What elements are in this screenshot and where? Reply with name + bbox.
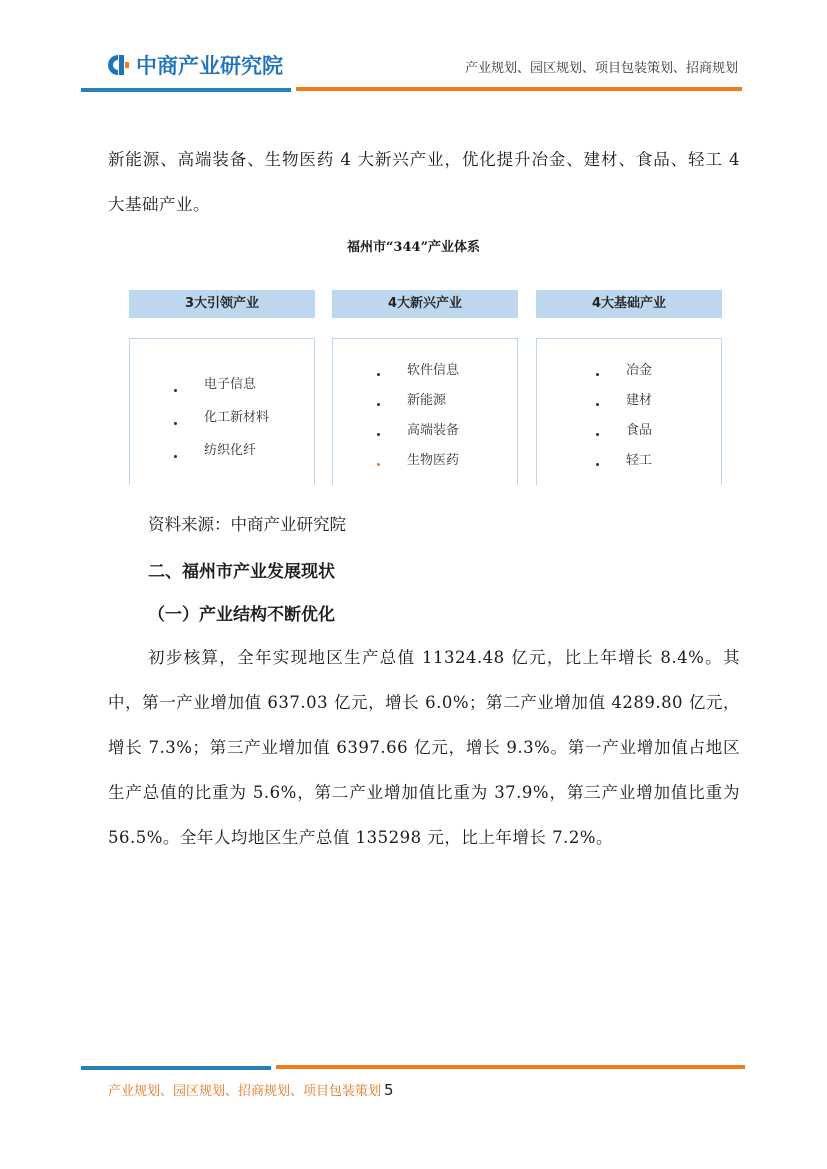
- column-box-basic: [536, 338, 722, 485]
- list-item: 建材: [596, 389, 721, 419]
- body-text: 初步核算，全年实现地区生产总值 11324.48 亿元，比上年增长 8.4%。其中，第一产业增加值 637.03 亿元，增长 6.0%；第二产业增加值 4289.80 亿元，增长 7.3%；第三产业增加值 6397.66 亿元，增长 9.3%。第一产业增加值占地区生产总值的比重为 5.6%，第二产业增加值比重为 37.9%，第三产业增加值比重为 56.5%。全年人均地区生产总值 135298 元，比上年增长 7.2%。: [108, 648, 740, 847]
- footer-divider-blue: [81, 1066, 271, 1070]
- bullet-icon: [377, 373, 380, 376]
- bullet-icon: [377, 463, 380, 466]
- header-divider-orange: [296, 87, 742, 91]
- company-logo[interactable]: [106, 50, 283, 80]
- list-item: 电子信息: [174, 373, 314, 406]
- bullet-icon: [596, 403, 599, 406]
- subsection-title: （一）产业结构不断优化: [148, 605, 335, 625]
- intro-paragraph: 新能源、高端装备、生物医药 4 大新兴产业，优化提升冶金、建材、食品、轻工 4 大基础产业。: [108, 150, 740, 214]
- column-heading-emerging: 4大新兴产业: [332, 290, 518, 318]
- column-box-emerging: [332, 338, 518, 485]
- column-box-leading: [129, 338, 315, 485]
- list-item: 冶金: [596, 359, 721, 389]
- figure-title: 福州市“344”产业体系: [346, 240, 481, 255]
- footer-divider-orange: [276, 1065, 745, 1069]
- bullet-icon: [174, 422, 177, 425]
- bullet-icon: [596, 433, 599, 436]
- bullet-icon: [174, 389, 177, 392]
- list-item: 食品: [596, 419, 721, 449]
- bullet-icon: [377, 433, 380, 436]
- list-item: 轻工: [596, 449, 721, 479]
- header-divider-blue: [81, 88, 291, 92]
- list-item: 软件信息: [377, 359, 517, 389]
- footer-tagline: 产业规划、园区规划、招商规划、项目包装策划: [108, 1084, 382, 1099]
- header-tagline: 产业规划、园区规划、项目包装策划、招商规划: [464, 61, 738, 76]
- logo-text: 中商产业研究院: [136, 54, 283, 78]
- list-item: 新能源: [377, 389, 517, 419]
- bullet-icon: [174, 455, 177, 458]
- list-item: 化工新材料: [174, 406, 314, 439]
- bullet-icon: [377, 403, 380, 406]
- page-header: [0, 0, 827, 100]
- section-title: 二、福州市产业发展现状: [148, 562, 335, 582]
- column-heading-leading: 3大引领产业: [129, 290, 315, 318]
- list-item: 纺织化纤: [174, 439, 314, 472]
- list-item: 高端装备: [377, 419, 517, 449]
- column-heading-basic: 4大基础产业: [536, 290, 722, 318]
- page-number: 5: [384, 1081, 394, 1099]
- logo-icon: [106, 53, 130, 77]
- source-note: 资料来源：中商产业研究院: [148, 515, 346, 534]
- body-paragraph: [108, 635, 740, 860]
- list-item: 生物医药: [377, 449, 517, 479]
- bullet-icon: [596, 373, 599, 376]
- page-footer: [108, 1080, 394, 1099]
- bullet-icon: [596, 463, 599, 466]
